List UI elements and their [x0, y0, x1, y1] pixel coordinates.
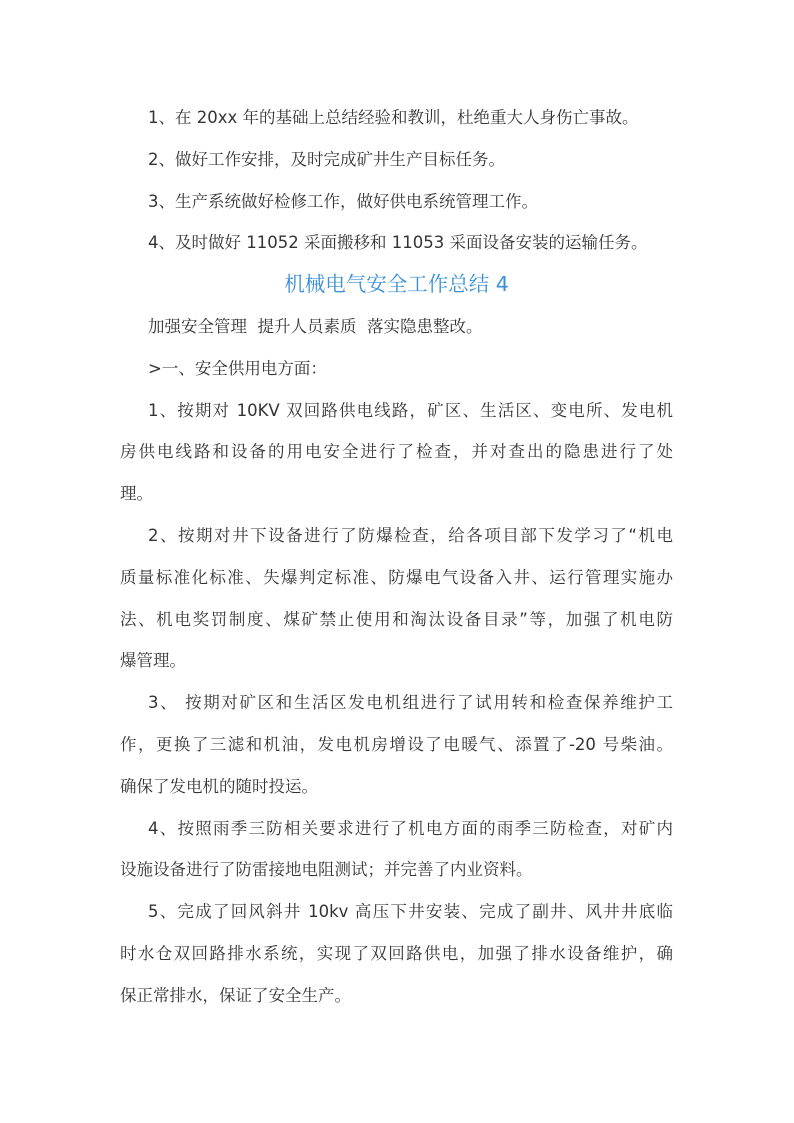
document-body — [120, 97, 673, 1017]
subsection-title: >一、安全供用电方面： — [148, 358, 327, 378]
goal-item: 1、在 20xx 年的基础上总结经验和教训，杜绝重大人身伤亡事故。 — [148, 108, 639, 127]
goal-list — [120, 97, 673, 264]
paragraph-line: 爆管理。 — [120, 651, 186, 671]
goal-item: 3、生产系统做好检修工作，做好供电系统管理工作。 — [148, 191, 538, 211]
paragraph-line: 保正常排水，保证了安全生产。 — [120, 985, 351, 1005]
goal-item: 2、做好工作安排，及时完成矿井生产目标任务。 — [148, 149, 505, 169]
paragraph-line: 作，更换了三滤和机油，发电机房增设了电暖气、添置了-20 号柴油。 — [120, 734, 673, 754]
paragraph-line: 时水仓双回路排水系统，实现了双回路供电，加强了排水设备维护，确 — [120, 943, 673, 963]
paragraph-line: 5、完成了回风斜井 10kv 高压下井安装、完成了副井、风井井底临 — [148, 902, 673, 922]
goal-item: 4、及时做好 11052 采面搬移和 11053 采面设备安装的运输任务。 — [148, 233, 648, 253]
paragraph-line: 4、按照雨季三防相关要求进行了机电方面的雨季三防检查，对矿内 — [148, 818, 673, 838]
paragraph — [120, 808, 673, 892]
paragraph — [120, 515, 673, 682]
paragraph-line: 理。 — [120, 484, 153, 504]
paragraph-line: 2、按期对井下设备进行了防爆检查，给各项目部下发学习了“机电 — [148, 525, 673, 545]
paragraph — [120, 891, 673, 1016]
paragraph-line: 法、机电奖罚制度、煤矿禁止使用和淘汰设备目录”等，加强了机电防 — [120, 609, 673, 629]
paragraph-line: 设施设备进行了防雷接地电阻测试；并完善了内业资料。 — [120, 860, 533, 880]
paragraph-line: 房供电线路和设备的用电安全进行了检查，并对查出的隐患进行了处 — [120, 442, 673, 462]
paragraph-line: 1、按期对 10KV 双回路供电线路，矿区、生活区、变电所、发电机 — [148, 400, 673, 420]
paragraph — [120, 682, 673, 807]
paragraph-line: 3、 按期对矿区和生活区发电机组进行了试用转和检查保养维护工 — [148, 693, 673, 713]
paragraph-line: 确保了发电机的随时投运。 — [120, 776, 318, 796]
paragraph-line: 质量标准化标准、失爆判定标准、防爆电气设备入井、运行管理实施办 — [120, 567, 673, 587]
section-heading: 机械电气安全工作总结 4 — [284, 272, 509, 297]
intro-line: 加强安全管理 提升人员素质 落实隐患整改。 — [148, 316, 483, 336]
paragraph — [120, 390, 673, 515]
